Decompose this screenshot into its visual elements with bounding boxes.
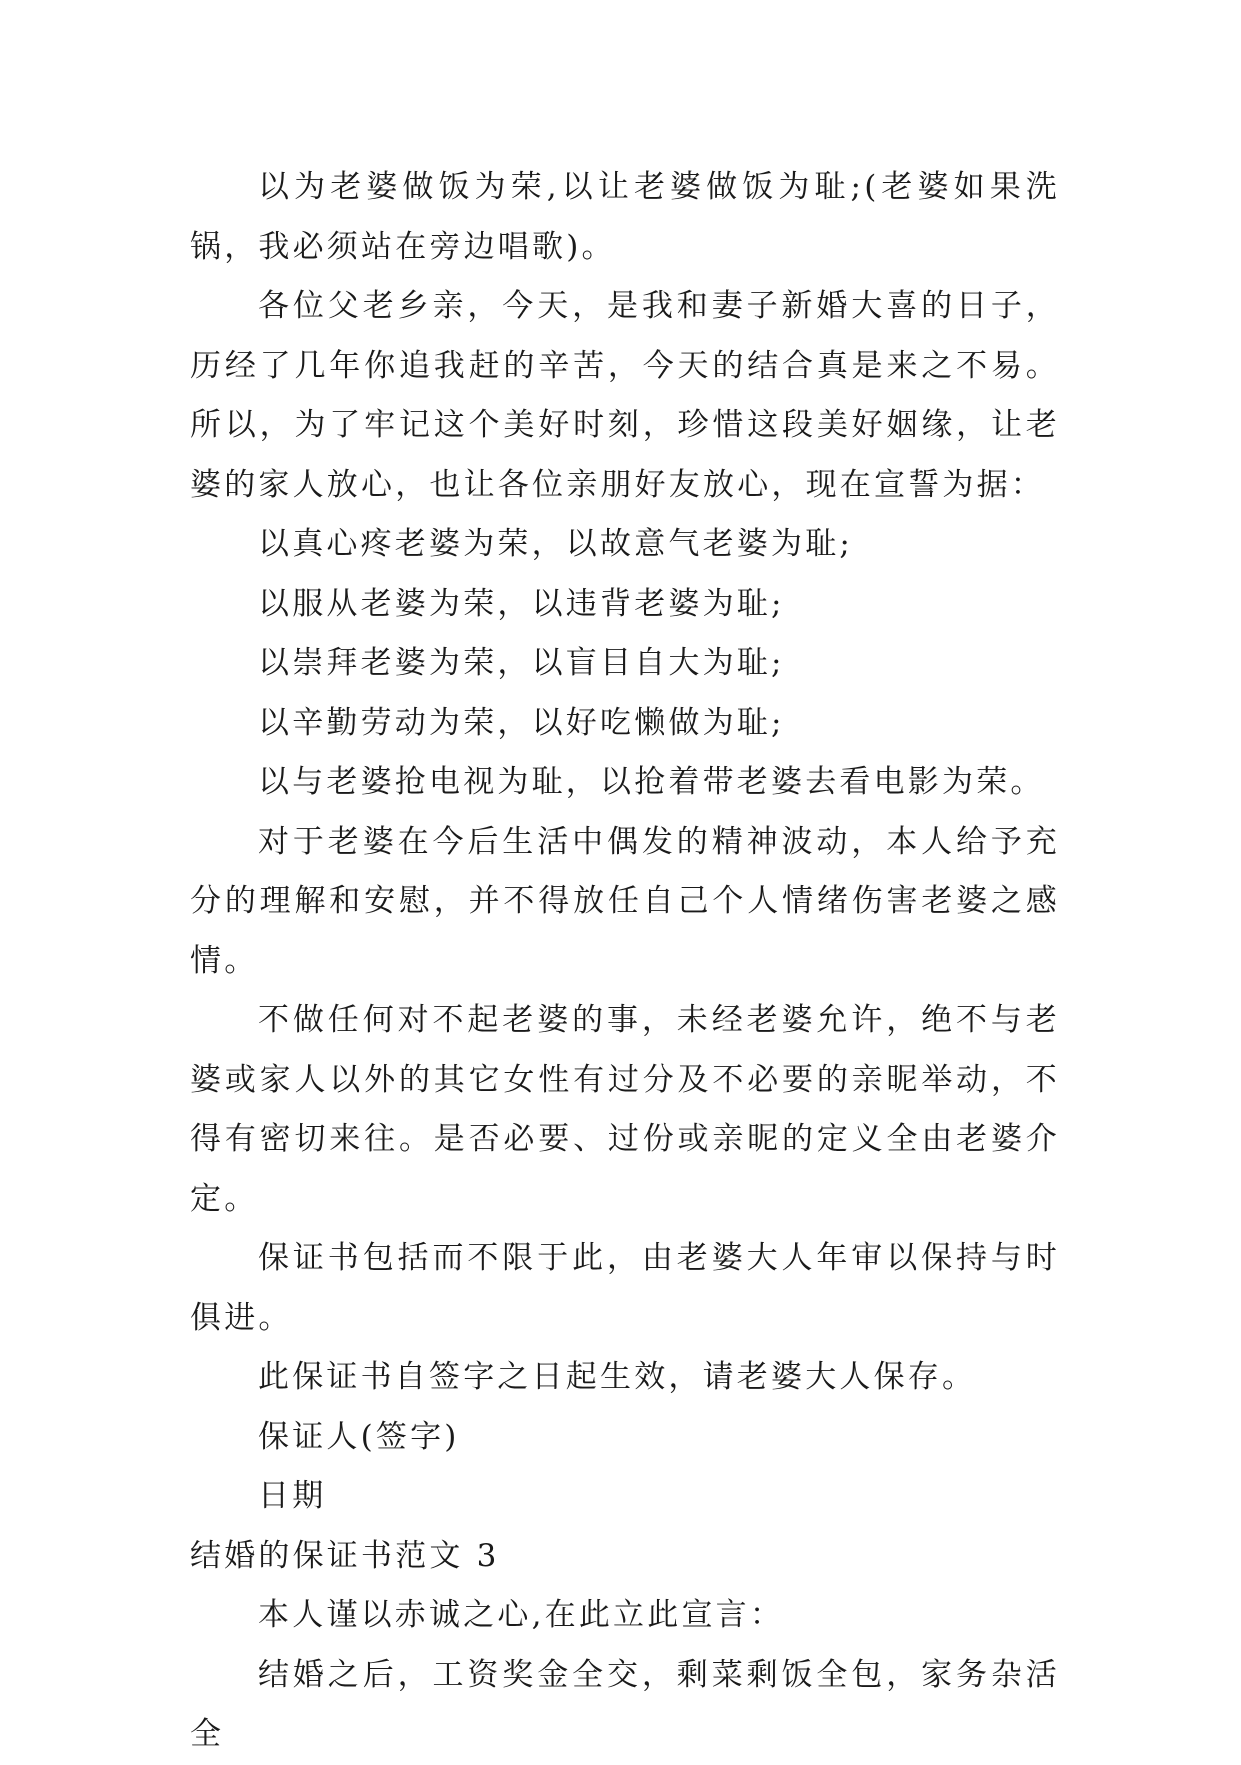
paragraph-vow-diligence: 以辛勤劳动为荣，以好吃懒做为耻; [258, 704, 785, 741]
paragraph-emotional-support: 对于老婆在今后生活中偶发的精神波动，本人给予充分的理解和安慰，并不得放任自己个人情绪伤害老婆之感情。 [190, 823, 1060, 979]
paragraph-vow-admire: 以崇拜老婆为荣，以盲目自大为耻; [258, 645, 785, 681]
paragraph-vow-obey: 以服从老婆为荣，以违背老婆为耻; [258, 585, 785, 622]
paragraph-vow-tv: 以与老婆抢电视为耻，以抢着带老婆去看电影为荣。 [258, 764, 1045, 800]
paragraph-after-marriage: 结婚之后，工资奖金全交，剩菜剩饭全包，家务杂活全 [190, 1656, 1060, 1752]
paragraph-annual-review: 保证书包括而不限于此，由老婆大人年审以保持与时俱进。 [190, 1240, 1060, 1336]
paragraph-vow-intro: 各位父老乡亲，今天，是我和妻子新婚大喜的日子，历经了几年你追我赶的辛苦，今天的结合真是来之不易。所以，为了牢记这个美好时刻，珍惜这段美好姻缘，让老婆的家人放心，也让各位亲朋好友放心，现在宣誓为据： [190, 288, 1060, 503]
paragraph-fidelity: 不做任何对不起老婆的事，未经老婆允许，绝不与老婆或家人以外的其它女性有过分及不必要的亲昵举动，不得有密切来往。是否必要、过份或亲昵的定义全由老婆介定。 [190, 1002, 1060, 1217]
document-body [190, 158, 1060, 1765]
signature-line: 保证人(签字) [258, 1418, 460, 1455]
date-line: 日期 [258, 1478, 327, 1514]
paragraph-effective: 此保证书自签字之日起生效，请老婆大人保存。 [258, 1359, 977, 1395]
paragraph-vow-care: 以真心疼老婆为荣，以故意气老婆为耻; [258, 526, 854, 562]
paragraph-cooking: 以为老婆做饭为荣,以让老婆做饭为耻;(老婆如果洗锅，我必须站在旁边唱歌)。 [190, 169, 1060, 265]
paragraph-declaration: 本人谨以赤诚之心,在此立此宣言： [258, 1597, 785, 1633]
section-heading: 结婚的保证书范文 3 [190, 1537, 500, 1574]
